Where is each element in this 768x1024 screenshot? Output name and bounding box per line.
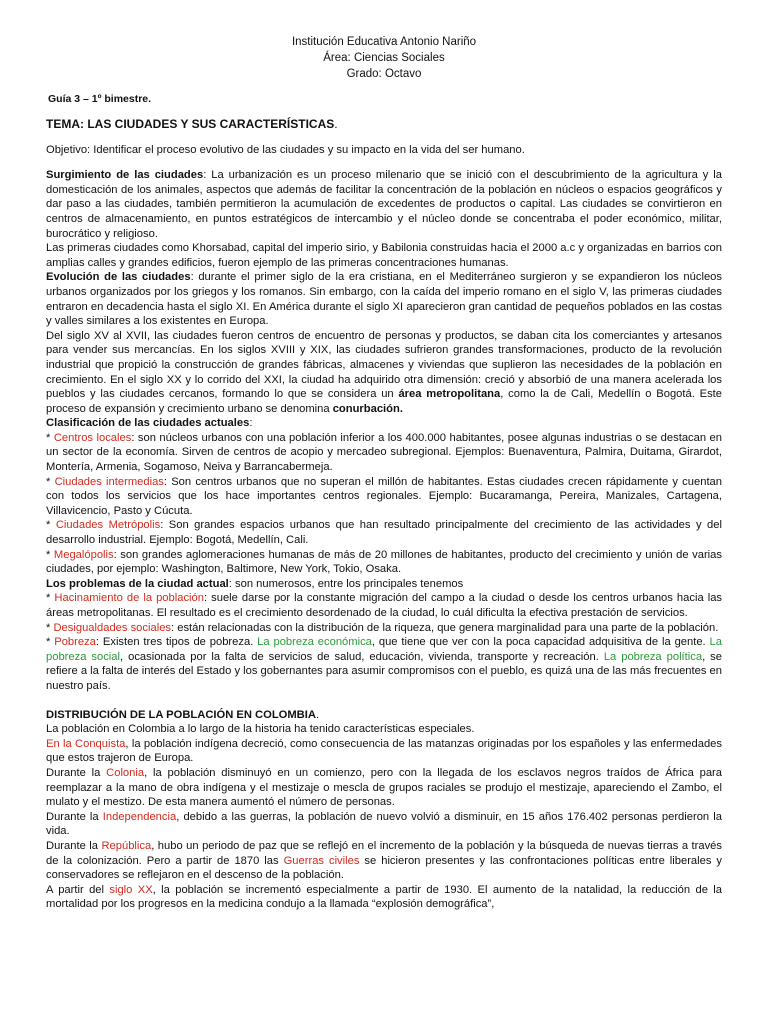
term-republica: República xyxy=(101,839,152,852)
objective: Objetivo: Identificar el proceso evolutivo de las ciudades y su impacto en la vida del ser humano. xyxy=(46,143,525,156)
term-pobreza-social: La pobreza social xyxy=(46,636,722,663)
grade-level: Grado: Octavo xyxy=(346,68,422,80)
list-item: * Desigualdades sociales: están relacionadas con la distribución de la riqueza, que genera marginalidad para una parte de la población. xyxy=(46,621,719,634)
subject-area: Área: Ciencias Sociales xyxy=(323,52,445,64)
distribucion-intro: La población en Colombia a lo largo de la historia ha tenido características especiales. xyxy=(46,723,475,736)
list-item: * Hacinamiento de la población: suele darse por la constante migración del campo a la ciudad o desde los centros urbanos hacia las áreas metropolitanas. El resultado es el crecimiento desordenado de la ciudad, lo cuál dificulta la efectiva prestación de servicios. xyxy=(46,592,723,619)
term-guerras-civiles: Guerras civiles xyxy=(283,854,360,867)
document-body xyxy=(46,117,722,912)
list-item: * Centros locales: son núcleos urbanos con una población inferior a los 400.000 habitantes, posee algunas industrias o se destacan en un sector de la economía. Sirven de centros de acopio y mercadeo subregional. Ejemplos: Buenaventura, Palmira, Duitama, Girardot, Montería, Armenia, Sogamoso, Neiva y Barrancabermeja. xyxy=(46,431,722,474)
document-header xyxy=(0,34,768,82)
list-item: * Ciudades intermedias: Son centros urbanos que no superan el millón de habitantes. Estas ciudades crecen rápidamente y cuentan con todos los servicios que los hace importantes centros regionales. Ejemplo: Bucaramanga, Pereira, Manizales, Cartagena, Villavicencio, Pasto y Cúcuta. xyxy=(46,475,722,517)
term-conquista: En la Conquista xyxy=(46,737,126,750)
surgimiento-paragraph-2: Las primeras ciudades como Khorsabad, capital del imperio sirio, y Babilonia construidas hacia el 2000 a.c y organizadas en barrios con amplias calles y grandes edificios, fueron ejemplo de las primeras concentraciones humanas. xyxy=(46,242,722,269)
conquista-paragraph: En la Conquista, la población indígena decreció, como consecuencia de las matanzas originadas por los españoles y las enfermedades que estos trajeron de Europa. xyxy=(46,737,722,765)
colonia-paragraph: Durante la Colonia, la población disminuyó en un comienzo, pero con la llegada de los esclavos negros traídos de África para reemplazar a la mano de obra indígena y el mestizaje o mescla de grupos raciales se produjo el mestizaje, apareciendo el Zambo, el mulato y el mestizo. De esta manera aumentó el número de personas. xyxy=(46,766,722,809)
evolucion-paragraph-2: Del siglo XV al XVII, las ciudades fueron centros de encuentro de personas y productos, se daban cita los comerciantes y artesanos para vender sus mercancías. En los siglos XVIII y XIX, las ciudades sufrieron grandes transformaciones, producto de la revolución industrial que propició la construcción de grandes fábricas, almacenes y viviendas que suplieron las necesidades de la población en crecimiento. En el siglo XX y lo corrido del XXI, la ciudad ha adquirido otra dimensión: creció y absorbió de una manera acelerada los pueblos y las ciudades cercanos, formando lo que se considera un área metropolitana, como la de Cali, Medellín o Bogotá. Este proceso de expansión y crecimiento urbano se denomina conurbación. xyxy=(46,329,722,415)
term-centros-locales: Centros locales xyxy=(53,431,132,444)
term-pobreza-economica: La pobreza económica xyxy=(257,636,372,649)
surgimiento-paragraph: Surgimiento de las ciudades: La urbanización es un proceso milenario que se inició con el descubrimiento de la agricultura y la domesticación de los animales, aspectos que además de facilitar la concentración de la población en núcleos o espacios geográficos y dar paso a las ciudades, también permitieron la acumulación de excedentes de productos o capital. Las ciudades se convirtieron en centros de almacenamiento, en puntos estratégicos de intercambio y el núcleo donde se concentraba el poder económico, militar, burocrático y religioso. xyxy=(46,169,722,240)
term-ciudades-intermedias: Ciudades intermedias xyxy=(54,475,164,488)
institution-name: Institución Educativa Antonio Nariño xyxy=(291,36,477,48)
list-item: * Ciudades Metrópolis: Son grandes espacios urbanos que han resultado principalmente del crecimiento de las actividades y del desarrollo industrial. Ejemplo: Bogotá, Medellín, Cali. xyxy=(46,519,722,547)
term-pobreza-politica: La pobreza política xyxy=(603,650,703,663)
republica-paragraph: Durante la República, hubo un periodo de paz que se reflejó en el incremento de la población y la búsqueda de nuevas tierras a través de la colonización. Pero a partir de 1870 las Guerras civiles se hicieron presentes y las confrontaciones políticas entre liberales y conservadores se reflejaron en el descenso de la población. xyxy=(46,839,723,882)
clasificacion-heading: Clasificación de las ciudades actuales: xyxy=(46,417,253,430)
surgimiento-heading: Surgimiento de las ciudades xyxy=(46,169,204,182)
problemas-heading: Los problemas de la ciudad actual: son numerosos, entre los principales tenemos xyxy=(46,577,464,590)
siglo-xx-paragraph: A partir del siglo XX, la población se incrementó especialmente a partir de 1930. El aumento de la natalidad, la reducción de la mortalidad por los progresos en la medicina condujo a la llamada “explosión demográfica”, xyxy=(46,883,722,911)
evolucion-heading: Evolución de las ciudades xyxy=(46,271,191,284)
list-item: * Pobreza: Existen tres tipos de pobreza. La pobreza económica, que tiene que ver con la poca capacidad adquisitiva de la gente. La pobreza social, ocasionada por la falta de servicios de salud, educación, vivienda, transporte y recreación. La pobreza política, se refiere a la falta de interés del Estado y los gobernantes para asumir compromisos con el pueblo, es quizá una de las más frecuentes en nuestro país. xyxy=(46,636,722,692)
term-hacinamiento: Hacinamiento de la población xyxy=(54,592,204,605)
term-desigualdades: Desigualdades sociales xyxy=(53,621,172,634)
list-item: * Megalópolis: son grandes aglomeraciones humanas de más de 20 millones de habitantes, producto del crecimiento y unión de varias ciudades, por ejemplo: Washington, Baltimore, New York, Tokio, Osaka. xyxy=(46,548,722,576)
term-megalopolis: Megalópolis xyxy=(53,548,114,561)
topic-label: TEMA: LAS CIUDADES Y SUS CARACTERÍSTICAS xyxy=(46,117,335,131)
term-colonia: Colonia xyxy=(106,766,145,779)
evolucion-paragraph: Evolución de las ciudades: durante el primer siglo de la era cristiana, en el Mediterráneo surgieron y se expandieron los núcleos urbanos organizados por los griegos y los romanos. Sin embargo, con la caída del imperio romano en el siglo V, las primeras ciudades entraron en decadencia hasta el siglo XI. En América durante el siglo XI aparecieron gran cantidad de pequeños poblados en las costas y valles similares a los existentes en Europa. xyxy=(46,271,722,328)
independencia-paragraph: Durante la Independencia, debido a las guerras, la población de nuevo volvió a disminuir, en 15 años 176.402 personas perdieron la vida. xyxy=(46,810,722,838)
term-pobreza: Pobreza xyxy=(54,636,96,649)
guide-label: Guía 3 – 1º bimestre. xyxy=(48,93,152,105)
distribucion-heading: DISTRIBUCIÓN DE LA POBLACIÓN EN COLOMBIA. xyxy=(46,708,320,721)
topic-title: TEMA: LAS CIUDADES Y SUS CARACTERÍSTICAS. xyxy=(46,117,338,131)
term-ciudades-metropolis: Ciudades Metrópolis xyxy=(55,519,161,532)
term-siglo-xx: siglo XX xyxy=(109,883,153,896)
term-independencia: Independencia xyxy=(102,810,177,823)
